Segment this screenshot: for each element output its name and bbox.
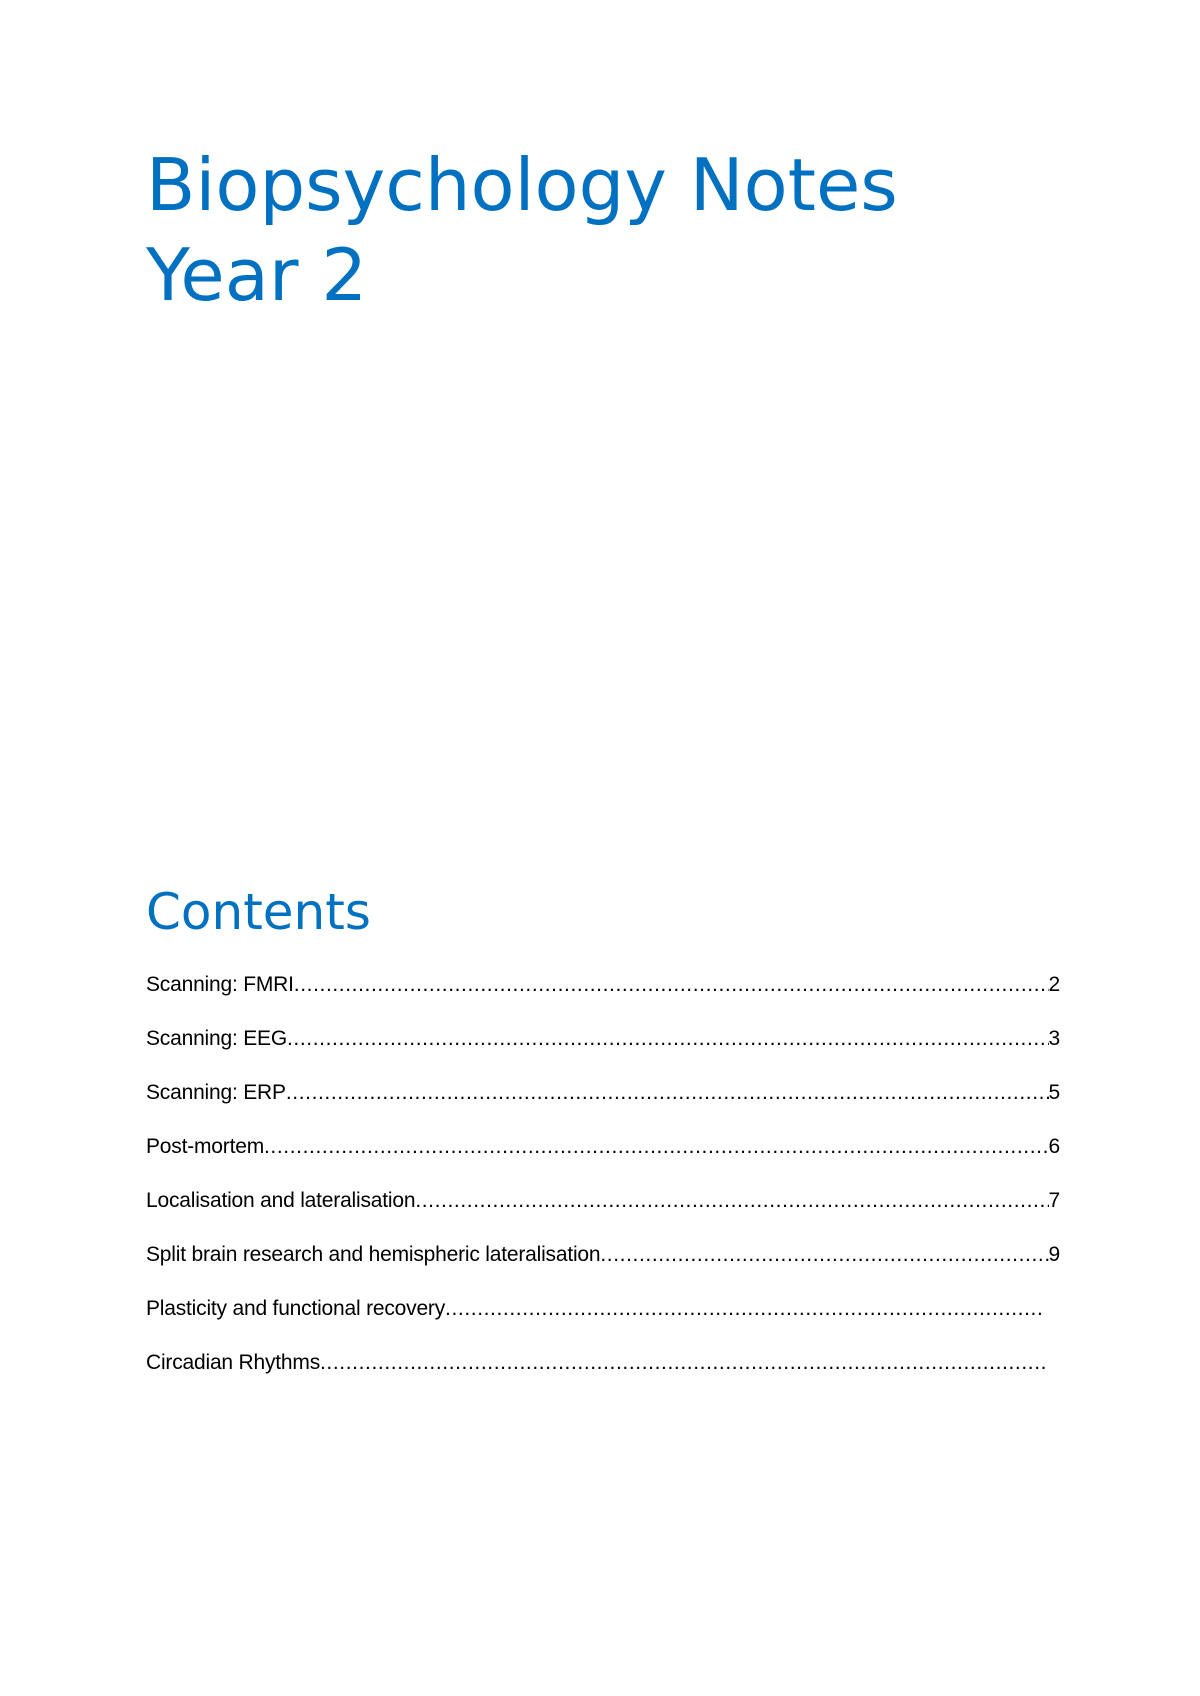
toc-entry-plasticity[interactable] (146, 1294, 1042, 1348)
toc-entry-localisation[interactable] (146, 1186, 1060, 1240)
toc-dot-leader (320, 1348, 1048, 1378)
toc-dot-leader (294, 970, 1049, 1000)
document-title (146, 140, 898, 320)
toc-entry-label: Plasticity and functional recovery (146, 1297, 446, 1320)
toc-entry-page: 9 (1048, 1243, 1060, 1266)
contents-heading: Contents (146, 883, 371, 941)
toc-dot-leader (445, 1294, 1042, 1324)
toc-entry-page: 2 (1048, 973, 1060, 996)
toc-entry-page: 7 (1048, 1189, 1060, 1212)
toc-entry-scanning-eeg[interactable] (146, 1024, 1060, 1078)
toc-dot-leader (287, 1024, 1049, 1054)
toc-entry-label: Post-mortem (146, 1135, 264, 1158)
toc-dot-leader (286, 1078, 1049, 1108)
toc-dot-leader (264, 1132, 1049, 1162)
toc-entry-scanning-fmri[interactable] (146, 970, 1060, 1024)
table-of-contents (146, 970, 1060, 1402)
document-title-line-2: Year 2 (146, 233, 368, 317)
toc-entry-circadian-rhythms[interactable] (146, 1348, 1048, 1402)
toc-entry-label: Split brain research and hemispheric lateralisation (146, 1243, 601, 1266)
toc-entry-label: Localisation and lateralisation (146, 1189, 416, 1212)
toc-entry-label: Circadian Rhythms (146, 1351, 320, 1374)
toc-entry-split-brain[interactable] (146, 1240, 1060, 1294)
document-title-line-1: Biopsychology Notes (146, 143, 898, 227)
toc-entry-label: Scanning: FMRI (146, 973, 294, 996)
toc-entry-page: 6 (1048, 1135, 1060, 1158)
toc-entry-post-mortem[interactable] (146, 1132, 1060, 1186)
toc-entry-page: 3 (1048, 1027, 1060, 1050)
toc-dot-leader (415, 1186, 1048, 1216)
toc-entry-scanning-erp[interactable] (146, 1078, 1060, 1132)
toc-entry-label: Scanning: ERP (146, 1081, 286, 1104)
toc-entry-page: 5 (1048, 1081, 1060, 1104)
toc-dot-leader (600, 1240, 1048, 1270)
toc-entry-label: Scanning: EEG (146, 1027, 287, 1050)
